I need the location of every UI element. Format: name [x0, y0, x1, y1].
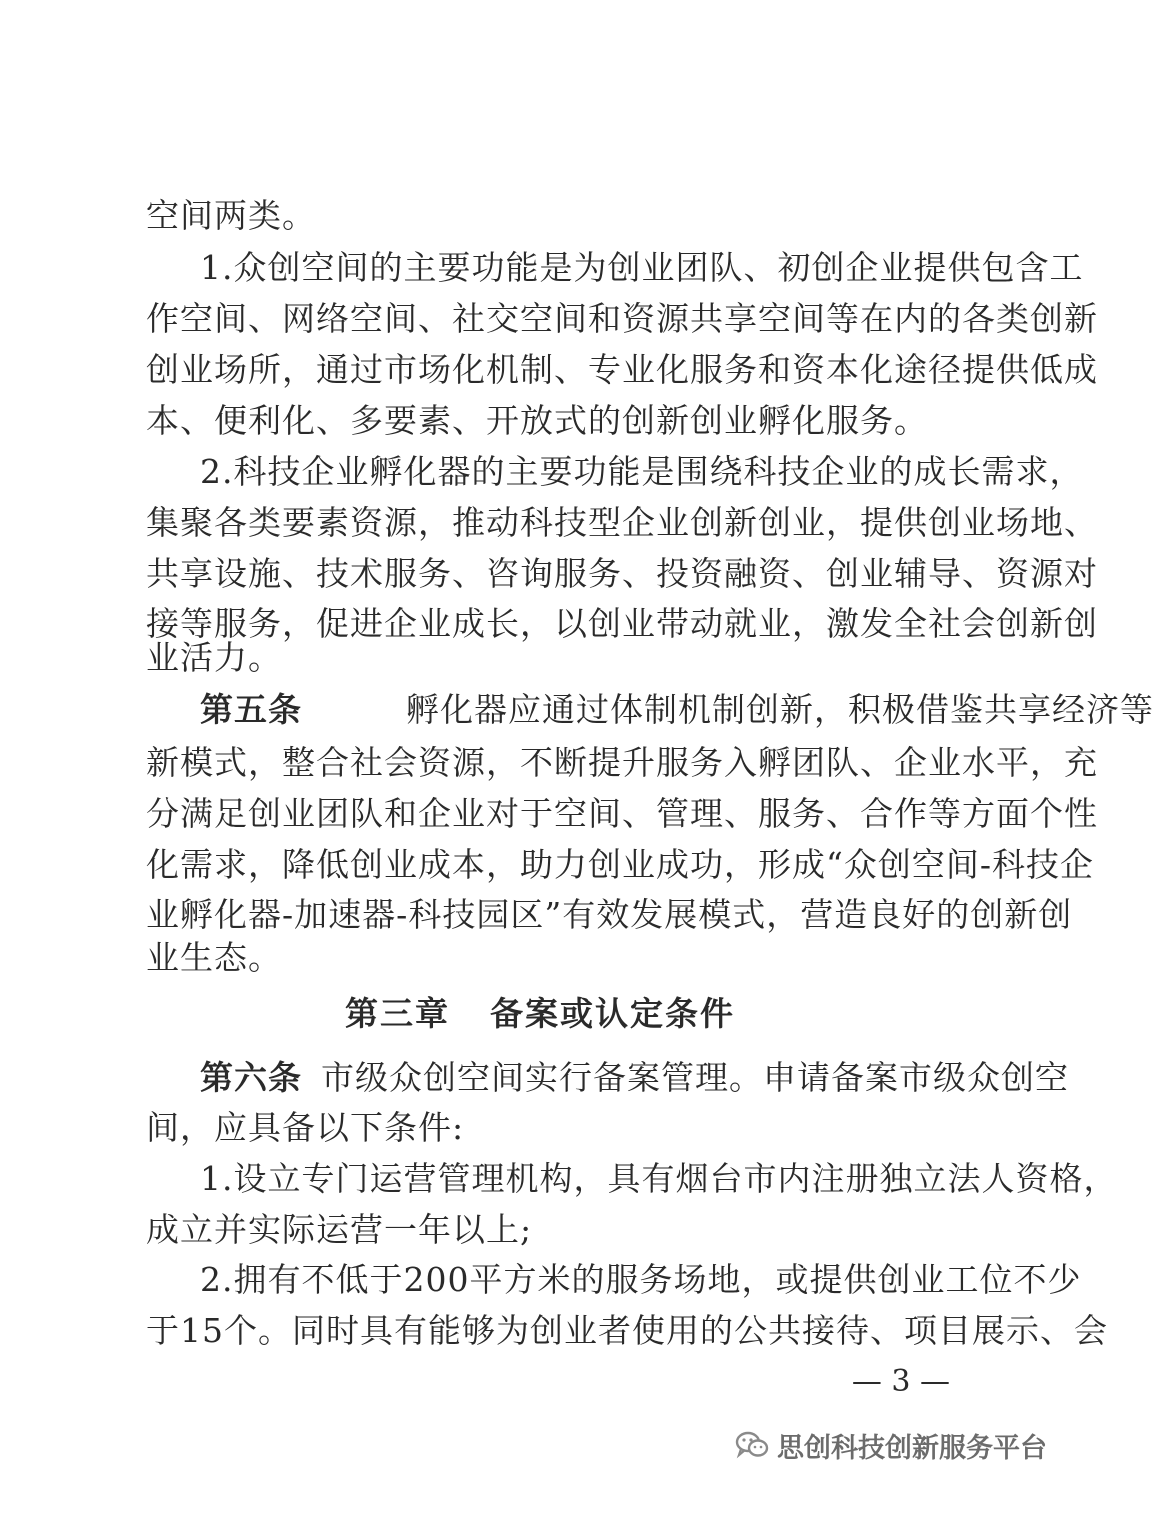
text-line: 集 聚 各 类 要 素 资 源 ， 推 动 科 技 型 企 业 创 新 创 业 ， 提 供 创 业 场 地 、	[146, 503, 1098, 542]
text-line: 业活力。	[146, 638, 282, 677]
text-line: 本、便利化、多要素、开放式的创新创业孵化服务。	[146, 401, 928, 440]
text-line: 成立并实际运营一年以上;	[146, 1210, 533, 1249]
text-line: 共 享 设 施 、 技 术 服 务 、 咨 询 服 务 、 投 资 融 资 、 创 业 辅 导 、 资 源 对	[146, 554, 1098, 593]
text-line: 2 . 拥 有 不 低 于 2 0 0 平 方 米 的 服 务 场 地 ， 或 提 供 创 业 工 位 不 少	[200, 1260, 1082, 1299]
wechat-icon	[735, 1430, 769, 1460]
text-line: 间，应具备以下条件:	[146, 1108, 465, 1147]
text-line: 于 1 5 个 。 同 时 具 有 能 够 为 创 业 者 使 用 的 公 共 接 待 、 项 目 展 示 、 会	[146, 1311, 1108, 1350]
text-line: 分 满 足 创 业 团 队 和 企 业 对 于 空 间 、 管 理 、 服 务 、 合 作 等 方 面 个 性	[146, 794, 1098, 833]
chapter-number: 第三章	[345, 994, 450, 1033]
text-line: 新 模 式 ， 整 合 社 会 资 源 ， 不 断 提 升 服 务 入 孵 团 队 、 企 业 水 平 ， 充	[146, 743, 1098, 782]
watermark	[735, 1425, 1047, 1465]
text-line: 化 需 求 ， 降 低 创 业 成 本 ， 助 力 创 业 成 功 ， 形 成 “ 众 创 空 间 - 科 技 企	[146, 845, 1095, 884]
text-line: 作 空 间 、 网 络 空 间 、 社 交 空 间 和 资 源 共 享 空 间 等 在 内 的 各 类 创 新	[146, 299, 1098, 338]
chapter-heading	[0, 994, 1080, 1034]
article-6-label: 第六条	[200, 1058, 302, 1097]
text-line: 1 . 众 创 空 间 的 主 要 功 能 是 为 创 业 团 队 、 初 创 企 业 提 供 包 含 工	[200, 248, 1084, 287]
text-line: 创 业 场 所 ， 通 过 市 场 化 机 制 、 专 业 化 服 务 和 资 本 化 途 径 提 供 低 成	[146, 350, 1098, 389]
watermark-text: 思创科技创新服务平台	[777, 1432, 1047, 1464]
article-6-line	[200, 1058, 1069, 1098]
article-5-line	[200, 690, 1154, 730]
text-line: 孵 化 器 应 通 过 体 制 机 制 创 新 ， 积 极 借 鉴 共 享 经 济 等	[406, 690, 1154, 729]
text-line: 业 孵 化 器 - 加 速 器 - 科 技 园 区 ” 有 效 发 展 模 式 ， 营 造 良 好 的 创 新 创	[146, 895, 1073, 934]
chapter-title: 备案或认定条件	[490, 994, 735, 1033]
page-number: — 3 —	[851, 1364, 950, 1399]
text-line: 2 . 科 技 企 业 孵 化 器 的 主 要 功 能 是 围 绕 科 技 企 业 的 成 长 需 求 ，	[200, 452, 1084, 491]
text-line: 空间两类。	[146, 196, 316, 235]
text-line: 市 级 众 创 空 间 实 行 备 案 管 理 。 申 请 备 案 市 级 众 创 空	[321, 1058, 1069, 1097]
text-line: 业生态。	[146, 938, 282, 977]
text-line: 1 . 设 立 专 门 运 营 管 理 机 构 ， 具 有 烟 台 市 内 注 册 独 立 法 人 资 格 ，	[200, 1159, 1118, 1198]
text-line: 接 等 服 务 ， 促 进 企 业 成 长 ， 以 创 业 带 动 就 业 ， 激 发 全 社 会 创 新 创	[146, 604, 1098, 643]
article-5-label: 第五条	[200, 690, 302, 729]
